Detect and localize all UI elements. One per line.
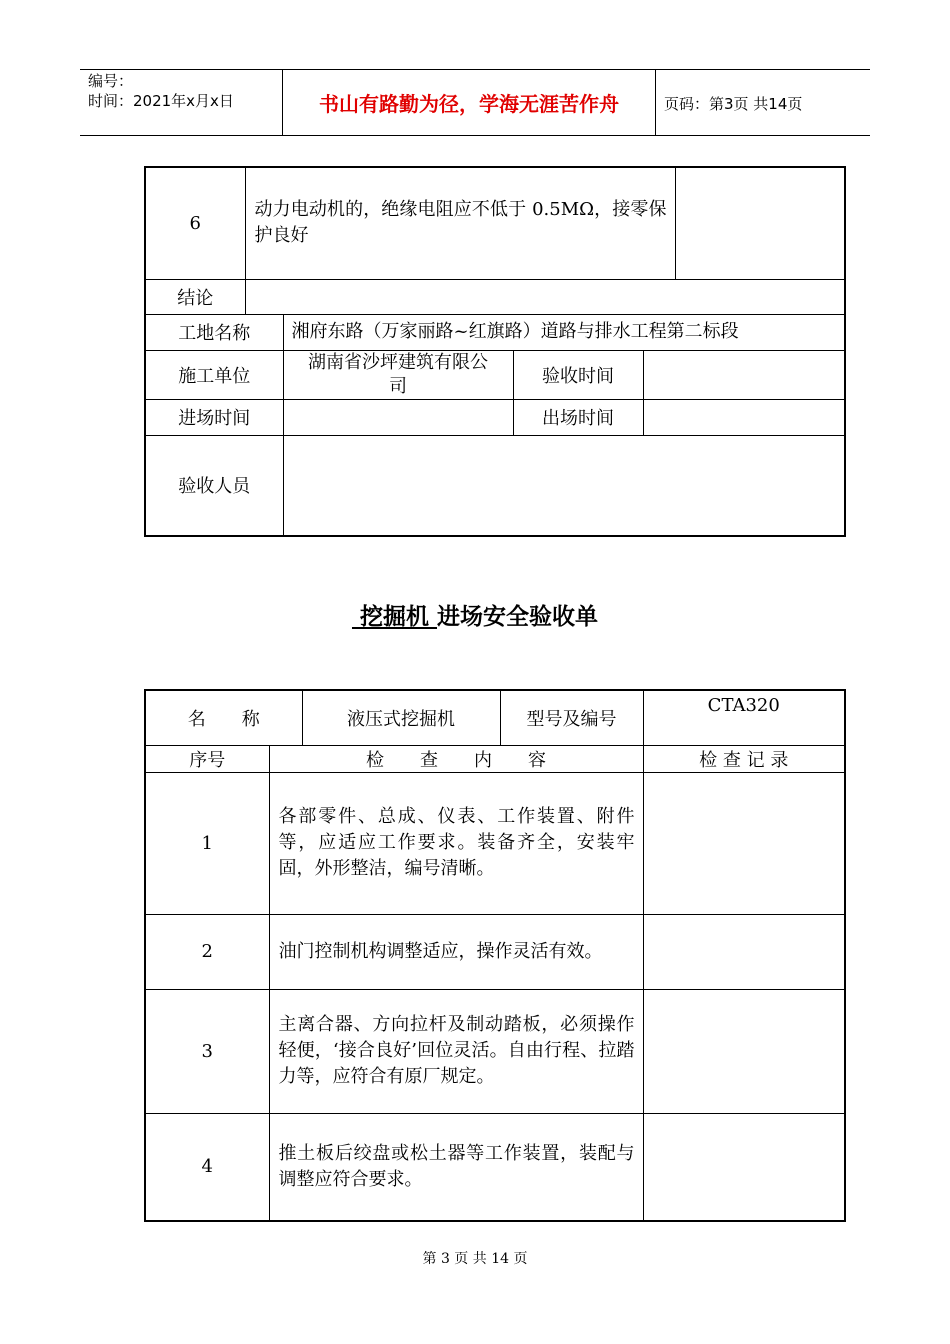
site-row — [145, 314, 845, 350]
column-header-row — [145, 745, 845, 772]
page-footer: 第 3 页 共 14 页 — [422, 1251, 528, 1267]
acceptance-table-continued — [144, 166, 846, 537]
col-content-header: 检 查 内 容 — [269, 745, 643, 772]
form-title-machine: 挖掘机 — [360, 604, 429, 630]
conclusion-label: 结论 — [145, 279, 245, 314]
row-seq: 3 — [145, 989, 269, 1113]
row-content: 推土板后绞盘或松土器等工作装置，装配与调整应符合要求。 — [269, 1113, 643, 1221]
form-title-rest: 进场安全验收单 — [437, 604, 599, 630]
row-seq: 4 — [145, 1113, 269, 1221]
table-row — [145, 167, 845, 279]
header-page-info: 页码：第3页 共14页 — [664, 95, 803, 113]
header-time-label: 时间：2021年x月x日 — [88, 92, 234, 110]
excavator-acceptance-table — [144, 689, 846, 1222]
col-seq-header: 序号 — [145, 745, 269, 772]
row-record — [675, 167, 845, 279]
row-seq: 6 — [145, 167, 245, 279]
name-label: 名 称 — [145, 690, 302, 745]
site-value: 湘府东路（万家丽路~红旗路）道路与排水工程第二标段 — [283, 314, 845, 350]
row-record — [643, 989, 845, 1113]
exit-time-value — [643, 399, 845, 435]
row-record — [643, 914, 845, 989]
row-record — [643, 772, 845, 914]
entry-row — [145, 399, 845, 435]
row-content: 主离合器、方向拉杆及制动踏板，必须操作轻便，‘接合良好’回位灵活。自由行程、拉踏力等，应符合有原厂规定。 — [269, 989, 643, 1113]
exit-time-label: 出场时间 — [513, 399, 643, 435]
inspectors-label: 验收人员 — [145, 435, 283, 536]
model-value: CTA320 — [643, 690, 845, 745]
row-content: 动力电动机的，绝缘电阻应不低于 0.5MΩ，接零保护良好 — [245, 167, 675, 279]
table-row — [145, 772, 845, 914]
builder-row — [145, 350, 845, 399]
site-label: 工地名称 — [145, 314, 283, 350]
header-motto: 书山有路勤为径，学海无涯苦作舟 — [319, 92, 619, 116]
builder-label: 施工单位 — [145, 350, 283, 399]
row-seq: 1 — [145, 772, 269, 914]
table-row — [145, 914, 845, 989]
inspectors-value — [283, 435, 845, 536]
accept-time-value — [643, 350, 845, 399]
conclusion-row — [145, 279, 845, 314]
conclusion-value — [245, 279, 845, 314]
inspectors-row — [145, 435, 845, 536]
row-content: 各部零件、总成、仪表、工作装置、附件等，应适应工作要求。装备齐全，安装牢固，外形整洁，编号清晰。 — [269, 772, 643, 914]
form-title — [0, 598, 950, 631]
builder-value: 湖南省沙坪建筑有限公司 — [283, 350, 513, 399]
header-divider-right — [655, 69, 656, 136]
accept-time-label: 验收时间 — [513, 350, 643, 399]
table-row — [145, 1113, 845, 1221]
model-label: 型号及编号 — [500, 690, 643, 745]
table-row — [145, 989, 845, 1113]
entry-time-label: 进场时间 — [145, 399, 283, 435]
name-value: 液压式挖掘机 — [302, 690, 500, 745]
col-record-header: 检 查 记 录 — [643, 745, 845, 772]
header-number-label: 编号： — [88, 72, 134, 90]
row-content: 油门控制机构调整适应，操作灵活有效。 — [269, 914, 643, 989]
entry-time-value — [283, 399, 513, 435]
name-row — [145, 690, 845, 745]
row-record — [643, 1113, 845, 1221]
row-seq: 2 — [145, 914, 269, 989]
